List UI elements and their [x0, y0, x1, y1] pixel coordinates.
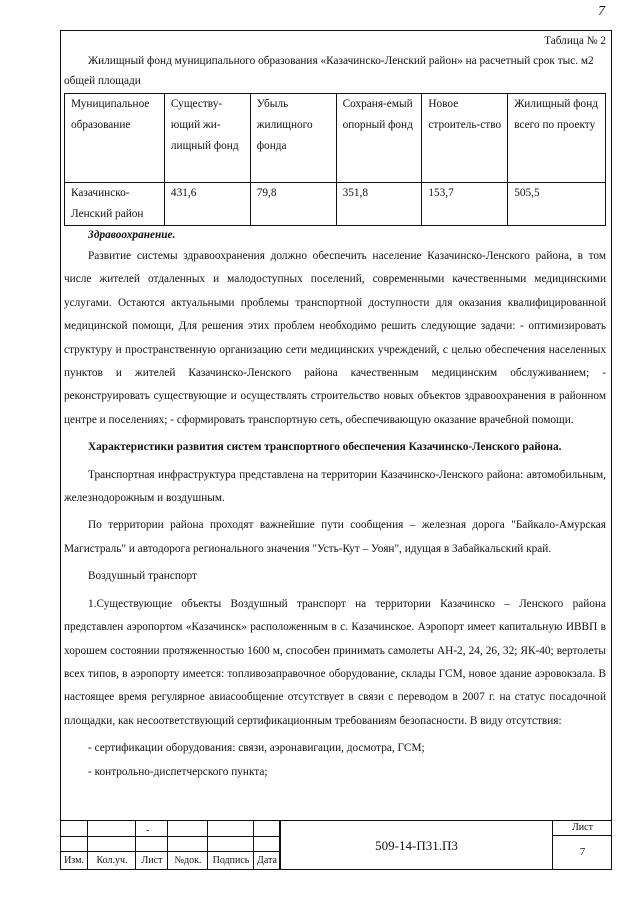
label-ndok: №док. [174, 855, 202, 866]
table-number: Таблица № 2 [544, 35, 606, 47]
label-list: Лист [141, 855, 163, 866]
table-cell: Казачинско-Ленский район [65, 183, 165, 226]
paragraph-air: 1.Существующие объекты Воздушный транспорт на территории Казачинско – Ленского района представлен аэропортом «Казачинск» расположенным в с. Казачинское. Аэропорт имеет капитальную ИВВП в хорошем состоянии протяженностью 1600 м, способен принимать самолеты АН-2, 24, 26, 32; ЯК-40; вертолеты всех типов, в аэропорту имеется: топливозаправочное оборудование, склады ГСМ, новое здание аэровокзала. В настоящее время регулярное авиасообщение отсутствует в связи с переводом в 2007 г. на статус посадочной площадки, как несоответствующий сертификационным требованиям безопасности. В виду отсутствия: [64, 597, 606, 727]
table-row [65, 183, 606, 226]
table-cell: 505,5 [508, 183, 606, 226]
title-block-dot: - [146, 825, 150, 836]
section-health-title: Здравоохранение. [88, 229, 176, 241]
paragraph-transport-2: По территории района проходят важнейшие пути сообщения – железная дорога "Байкало-Амурская Магистраль" и автодорога регионального значения "Усть-Кут – Уоян", идущая в Забайкальский край. [64, 519, 606, 555]
sheet-label: Лист [553, 821, 612, 836]
table-cell: 351,8 [336, 183, 422, 226]
table-cell: 153,7 [422, 183, 508, 226]
label-kol-uch: Кол.уч. [96, 855, 128, 866]
table-cell: 79,8 [250, 183, 336, 226]
housing-table [64, 93, 606, 226]
table-header-cell: Убыль жилищного фонда [250, 94, 336, 183]
sheet-number: 7 [579, 846, 586, 858]
table-header-row [65, 94, 606, 183]
handwritten-page-mark: 7 [598, 4, 605, 19]
table-header-cell: Жилищный фонд всего по проекту [508, 94, 606, 183]
label-podpis: Подпись [212, 855, 250, 866]
page-content [64, 31, 606, 784]
label-izm: Изм. [64, 855, 84, 866]
table-header-cell: Муниципальное образование [65, 94, 165, 183]
table-header-cell: Новое строитель-ство [422, 94, 508, 183]
list-item: - контрольно-диспетчерского пункта; [88, 765, 268, 778]
paragraph-transport-1: Транспортная инфраструктура представлена на территории Казачинско-Ленского района: автомобильным, железнодорожным и воздушным. [64, 468, 606, 505]
table-caption: Жилищный фонд муниципального образования «Казачинско-Ленский район» на расчетный срок тыс. м2 общей площади [64, 55, 594, 87]
title-block [60, 820, 612, 870]
table-header-cell: Существу-ющий жи-лищный фонд [164, 94, 250, 183]
sheet-number-box [552, 821, 612, 870]
paragraph-health: Развитие системы здравоохранения должно обеспечить население Казачинско-Ленского района, в том числе жителей отдаленных и малодоступных поселений, современными качественными медицинскими услугами. Остаются актуальными проблемы транспортной доступности для оказания квалифицированной медицинской помощи, Для решения этих проблем необходимо решить следующие задачи: - оптимизировать структуру и пространственную организацию сети медицинских учреждений, с целью обеспечения населенных пунктов и жителей Казачинско-Ленского района качественным медицинским обслуживанием; - реконструировать существующие и осуществлять строительство новых объектов здравоохранения в районном центре и поселениях; - сформировать транспортную сеть, обеспечивающую оказание врачебной помощи. [64, 250, 606, 426]
air-transport-title: Воздушный транспорт [88, 570, 197, 583]
label-data: Дата [257, 855, 277, 866]
document-code: 509-14-П31.П3 [280, 821, 552, 870]
list-item: - сертификации оборудования: связи, аэронавигации, досмотра, ГСМ; [88, 742, 425, 755]
table-header-cell: Сохраня-емый опорный фонд [336, 94, 422, 183]
section-transport-title: Характеристики развития систем транспортного обеспечения Казачинско-Ленского района. [88, 441, 562, 454]
table-cell: 431,6 [164, 183, 250, 226]
title-block-grid [60, 821, 280, 870]
